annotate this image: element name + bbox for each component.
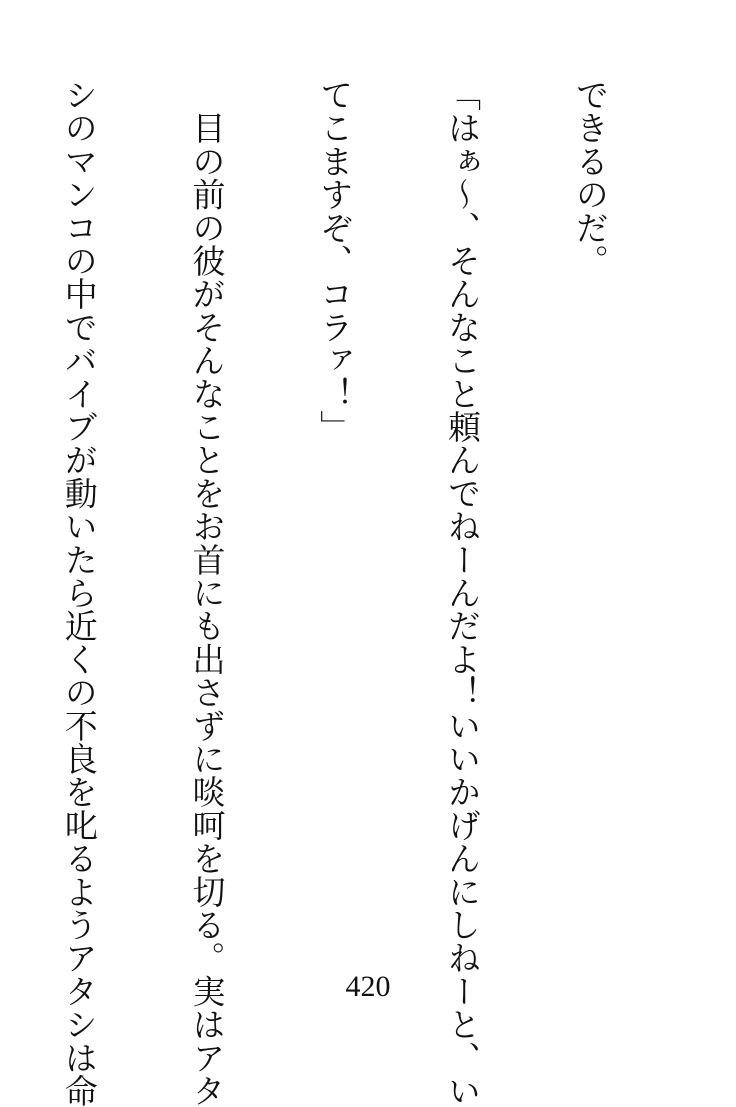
text-line: できるのだ。	[570, 78, 610, 278]
text-line: 目の前の彼がそんなことをお首にも出さずに啖呵を切る。実はアタ	[187, 78, 227, 1107]
text-line: シのマンコの中でバイブが動いたら近くの不良を叱るようアタシは命	[59, 78, 99, 1107]
text-line: てこますぞ、コラァ！」	[315, 78, 355, 444]
page-number: 420	[345, 970, 391, 1003]
text-line: 「はぁ〜、そんなこと頼んでねーんだよ！いいかげんにしねーと、い	[443, 78, 483, 1107]
